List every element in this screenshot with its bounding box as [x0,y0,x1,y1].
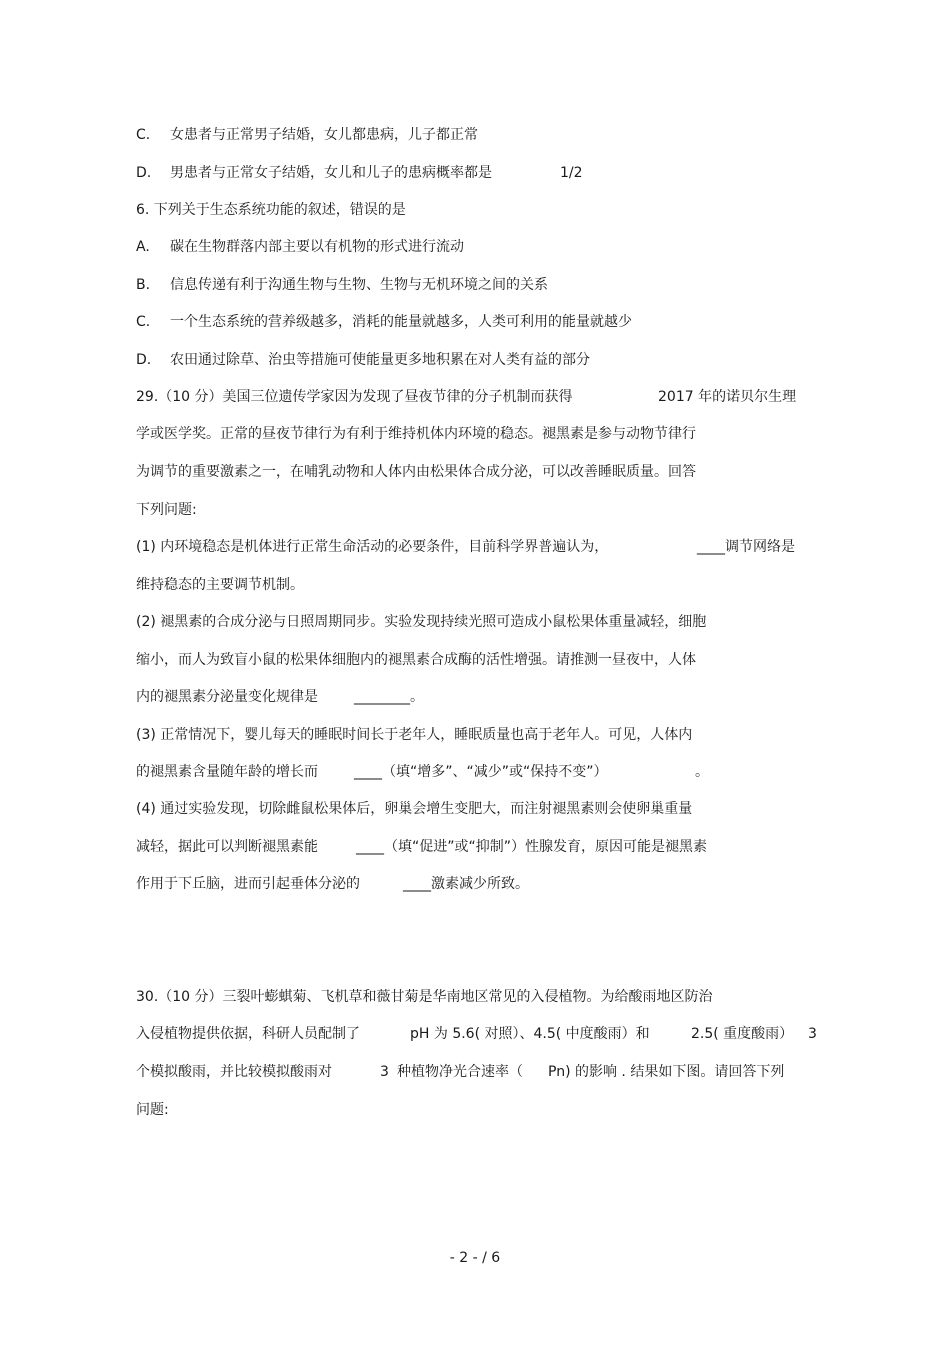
q29-part4-blank-1: ____（填“促进”或“抑制”）性腺发育，原因可能是褪黑素 [356,839,708,855]
q29-part4-line-a: (4) 通过实验发现，切除雌鼠松果体后，卵巢会增生变肥大，而注射褪黑素则会使卵巢重量 [136,801,693,817]
q29-part4-blank-2: ____激素减少所致。 [403,876,529,892]
q29-line-2: 学或医学奖。正常的昼夜节律行为有利于维持机体内环境的稳态。褪黑素是参与动物节律行 [136,426,696,442]
q30-line-4: 问题: [136,1102,169,1118]
q29-line-1b: 2017 年的诺贝尔生理 [658,389,797,405]
q6-option-b-text: 信息传递有利于沟通生物与生物、生物与无机环境之间的关系 [170,277,548,293]
q29-part4-line-b: 减轻，据此可以判断褪黑素能 [136,839,318,855]
q6-option-c-letter: C. [136,314,151,330]
q6-option-b-letter: B. [136,277,151,293]
q5-option-c-letter: C. [136,127,151,143]
q29-part2-line-c: 内的褪黑素分泌量变化规律是 [136,689,318,705]
q6-stem: 6. 下列关于生态系统功能的叙述，错误的是 [136,202,406,218]
q29-line-3: 为调节的重要激素之一，在哺乳动物和人体内由松果体合成分泌，可以改善睡眠质量。回答 [136,464,696,480]
q5-option-d-text: 男患者与正常女子结婚，女儿和儿子的患病概率都是 [170,165,492,181]
q30-line-3a: 个模拟酸雨，并比较模拟酸雨对 [136,1064,332,1080]
q29-part4-line-d: 作用于下丘脑，进而引起垂体分泌的 [136,876,360,892]
q29-part2-blank: ________。 [354,689,424,705]
page-number: - 2 - / 6 [449,1250,501,1266]
q5-option-d-letter: D. [136,165,152,181]
q29-part3-blank: ____（填“增多”、“减少”或“保持不变”） [354,764,608,780]
q29-part1-line-a: (1) 内环境稳态是机体进行正常生命活动的必要条件，目前科学界普遍认为， [136,539,609,555]
q5-option-c-text: 女患者与正常男子结婚，女儿都患病，儿子都正常 [170,127,478,143]
q29-part3-line-a: (3) 正常情况下，婴儿每天的睡眠时间长于老年人，睡眠质量也高于老年人。可见，人体内 [136,727,693,743]
q5-option-d-value: 1/2 [560,165,583,181]
q30-line-1: 30.（10 分）三裂叶蟛蜞菊、飞机草和薇甘菊是华南地区常见的入侵植物。为给酸雨地区防治 [136,989,713,1005]
q30-line-3c: 种植物净光合速率（ [397,1064,523,1080]
q30-line-3b: 3 [380,1064,389,1080]
q29-line-1a: 29.（10 分）美国三位遗传学家因为发现了昼夜节律的分子机制而获得 [136,389,573,405]
q29-part2-line-b: 缩小，而人为致盲小鼠的松果体细胞内的褪黑素合成酶的活性增强。请推测一昼夜中，人体 [136,652,696,668]
q30-line-2a: 入侵植物提供依据，科研人员配制了 [136,1026,360,1042]
q30-line-2d: 3 [808,1026,817,1042]
q6-option-d-letter: D. [136,352,152,368]
q6-option-c-text: 一个生态系统的营养级越多，消耗的能量就越多，人类可利用的能量就越少 [170,314,632,330]
q30-line-3d: Pn) 的影响 . 结果如下图。请回答下列 [548,1064,785,1080]
q6-option-a-letter: A. [136,239,150,255]
q30-line-2b: pH 为 5.6( 对照）、4.5( 中度酸雨）和 [410,1026,650,1042]
q29-line-4: 下列问题: [136,502,197,518]
q29-part2-line-a: (2) 褪黑素的合成分泌与日照周期同步。实验发现持续光照可造成小鼠松果体重量减轻，细胞 [136,614,707,630]
q29-part3-period: 。 [695,764,709,780]
q29-part3-line-b: 的褪黑素含量随年龄的增长而 [136,764,318,780]
q29-part1-blank: ____调节网络是 [697,539,795,555]
q30-line-2c: 2.5( 重度酸雨） [691,1026,794,1042]
q6-option-d-text: 农田通过除草、治虫等措施可使能量更多地积累在对人类有益的部分 [170,352,590,368]
q29-part1-line-c: 维持稳态的主要调节机制。 [136,577,304,593]
q6-option-a-text: 碳在生物群落内部主要以有机物的形式进行流动 [170,239,464,255]
